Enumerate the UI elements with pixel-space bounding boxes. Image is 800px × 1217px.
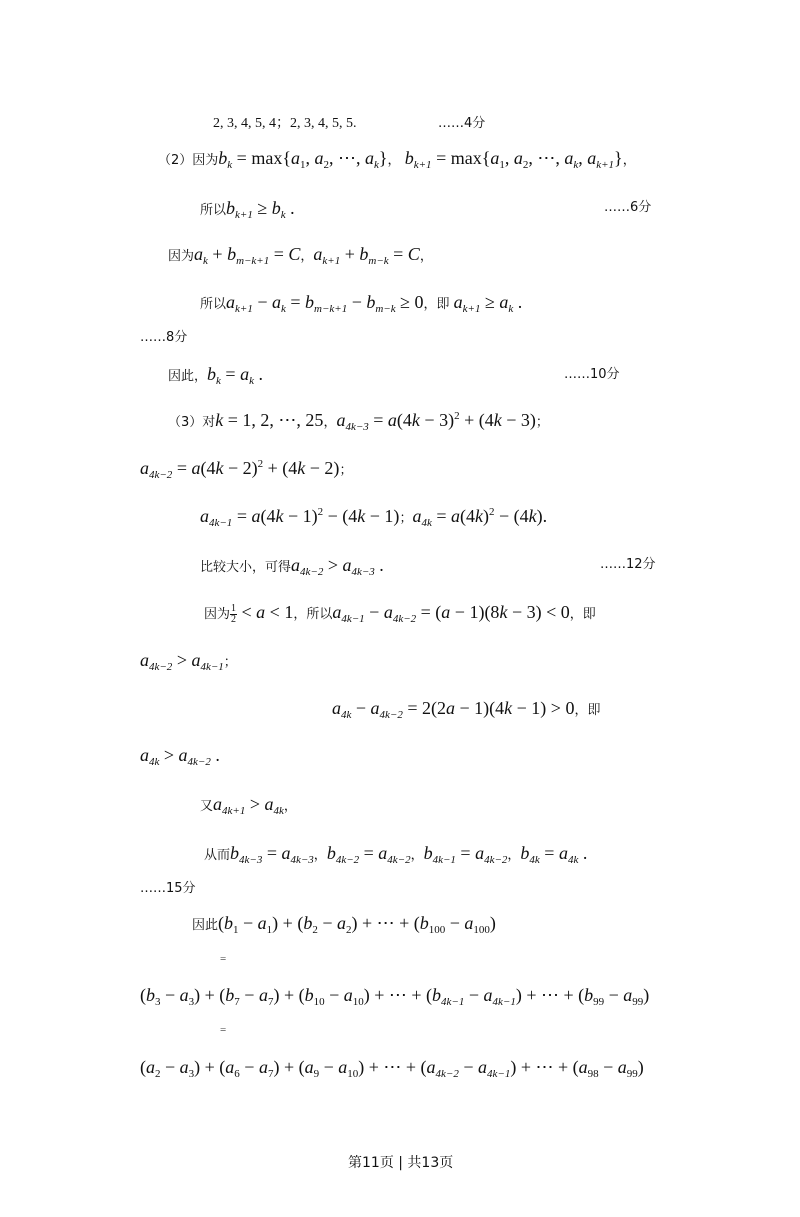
part2-line-1: （2）因为$b_k = \max\{a_1$, $a_2$, ⋯, $a_k$}， $b_{k+1} = \max\{a_1$, $a_2$, ⋯, $a_k$, $a_{k+1}$}， bbox=[158, 148, 636, 171]
compare-label: 比较大小，可得 bbox=[200, 560, 292, 575]
you-label: 又 bbox=[200, 799, 214, 814]
part2-line-2: 所以$b_{k+1} \ge b_k$ . bbox=[200, 198, 295, 221]
score-6: ……6分 bbox=[604, 200, 652, 215]
score-10: ……10分 bbox=[564, 367, 620, 382]
suoyi3-label: 所以 bbox=[306, 607, 333, 622]
answer-sequences: 2, 3, 4, 5, 4；2, 3, 4, 5, 5. bbox=[213, 116, 357, 131]
part3-line-9: 又$a_{4k+1} > a_{4k}$， bbox=[200, 794, 297, 817]
score-15: ……15分 bbox=[140, 881, 196, 896]
part3-line-1: （3）对k = 1, 2, ⋯, 25，$a_{4k-3} = a(4k - 3)^2 + (4k - 3)$； bbox=[168, 410, 549, 433]
part3-line-11: 因此$(b_1 - a_1) + (b_2 - a_2)$ + ⋯ + $(b_{100} - a_{100})$ bbox=[192, 913, 496, 936]
part3-line-13: $(a_2 - a_3) + (a_6 - a_7) + (a_9 - a_{10})$ + ⋯ + $(a_{4k-2} - a_{4k-1})$ + ⋯ + $(a_{98} - a_{99})$ bbox=[140, 1057, 644, 1080]
yinci3-label: 因此 bbox=[192, 918, 219, 933]
suoyi2-label: 所以 bbox=[200, 297, 227, 312]
yinwei3-label: 因为 bbox=[204, 607, 231, 622]
suoyi-label: 所以 bbox=[200, 203, 227, 218]
score-8: ……8分 bbox=[140, 330, 188, 345]
equals-sign-2: = bbox=[220, 1024, 227, 1036]
ji-label-1: 即 bbox=[582, 607, 596, 622]
ji-label-2: 即 bbox=[587, 703, 601, 718]
yinci-label: 因此， bbox=[168, 369, 208, 384]
score-4: ……4分 bbox=[438, 116, 486, 131]
part2-line-3: 因为$a_k + b_{m-k+1} = C$，$a_{k+1} + b_{m-k} = C$， bbox=[168, 244, 433, 267]
part3-line-3: $a_{4k-1} = a(4k - 1)^2 - (4k - 1)$；$a_{4k} = a(4k)^2 - (4k)$. bbox=[200, 506, 548, 529]
part3-line-6: $a_{4k-2} > a_{4k-1}$； bbox=[140, 650, 237, 673]
half-fraction: $\frac{1}{2}$ bbox=[231, 602, 237, 625]
part3-line-8: $a_{4k} > a_{4k-2}$ . bbox=[140, 745, 220, 768]
yinwei-label: 因为 bbox=[168, 249, 195, 264]
equals-sign-1: = bbox=[220, 953, 227, 965]
page-footer: 第11页 | 共13页 bbox=[348, 1155, 454, 1171]
part3-line-2: $a_{4k-2} = a(4k - 2)^2 + (4k - 2)$； bbox=[140, 458, 353, 481]
score-12: ……12分 bbox=[600, 557, 656, 572]
part3-line-4: 比较大小，可得$a_{4k-2} > a_{4k-3}$ . bbox=[200, 555, 384, 578]
part3-line-5: 因为 $\frac{1}{2}$ < a < 1，所以$a_{4k-1} - a_{4k-2} = (a - 1)(8k - 3) < 0$，即 bbox=[204, 602, 596, 625]
part3-line-12: $(b_3 - a_3) + (b_7 - a_7) + (b_{10} - a_{10})$ + ⋯ + $(b_{4k-1} - a_{4k-1})$ + ⋯ + $(b_{99} - a_{99})$ bbox=[140, 985, 650, 1008]
part3-line-7: $a_{4k} - a_{4k-2} = 2(2a - 1)(4k - 1) > 0$，即 bbox=[332, 698, 601, 721]
part2-line-5: 因此，$b_k = a_k$ . bbox=[168, 364, 263, 387]
part2-label: （2）因为 bbox=[158, 153, 219, 168]
part2-line-4: 所以$a_{k+1} - a_k = b_{m-k+1} - b_{m-k} \ge 0$，即 $a_{k+1} \ge a_k$ . bbox=[200, 292, 523, 315]
congr-label: 从而 bbox=[204, 848, 231, 863]
part3-line-10: 从而$b_{4k-3} = a_{4k-3}$，$b_{4k-2} = a_{4k-2}$，$b_{4k-1} = a_{4k-2}$，$b_{4k} = a_{4k}$ . bbox=[204, 843, 588, 866]
part3-label: （3）对 bbox=[168, 415, 216, 430]
